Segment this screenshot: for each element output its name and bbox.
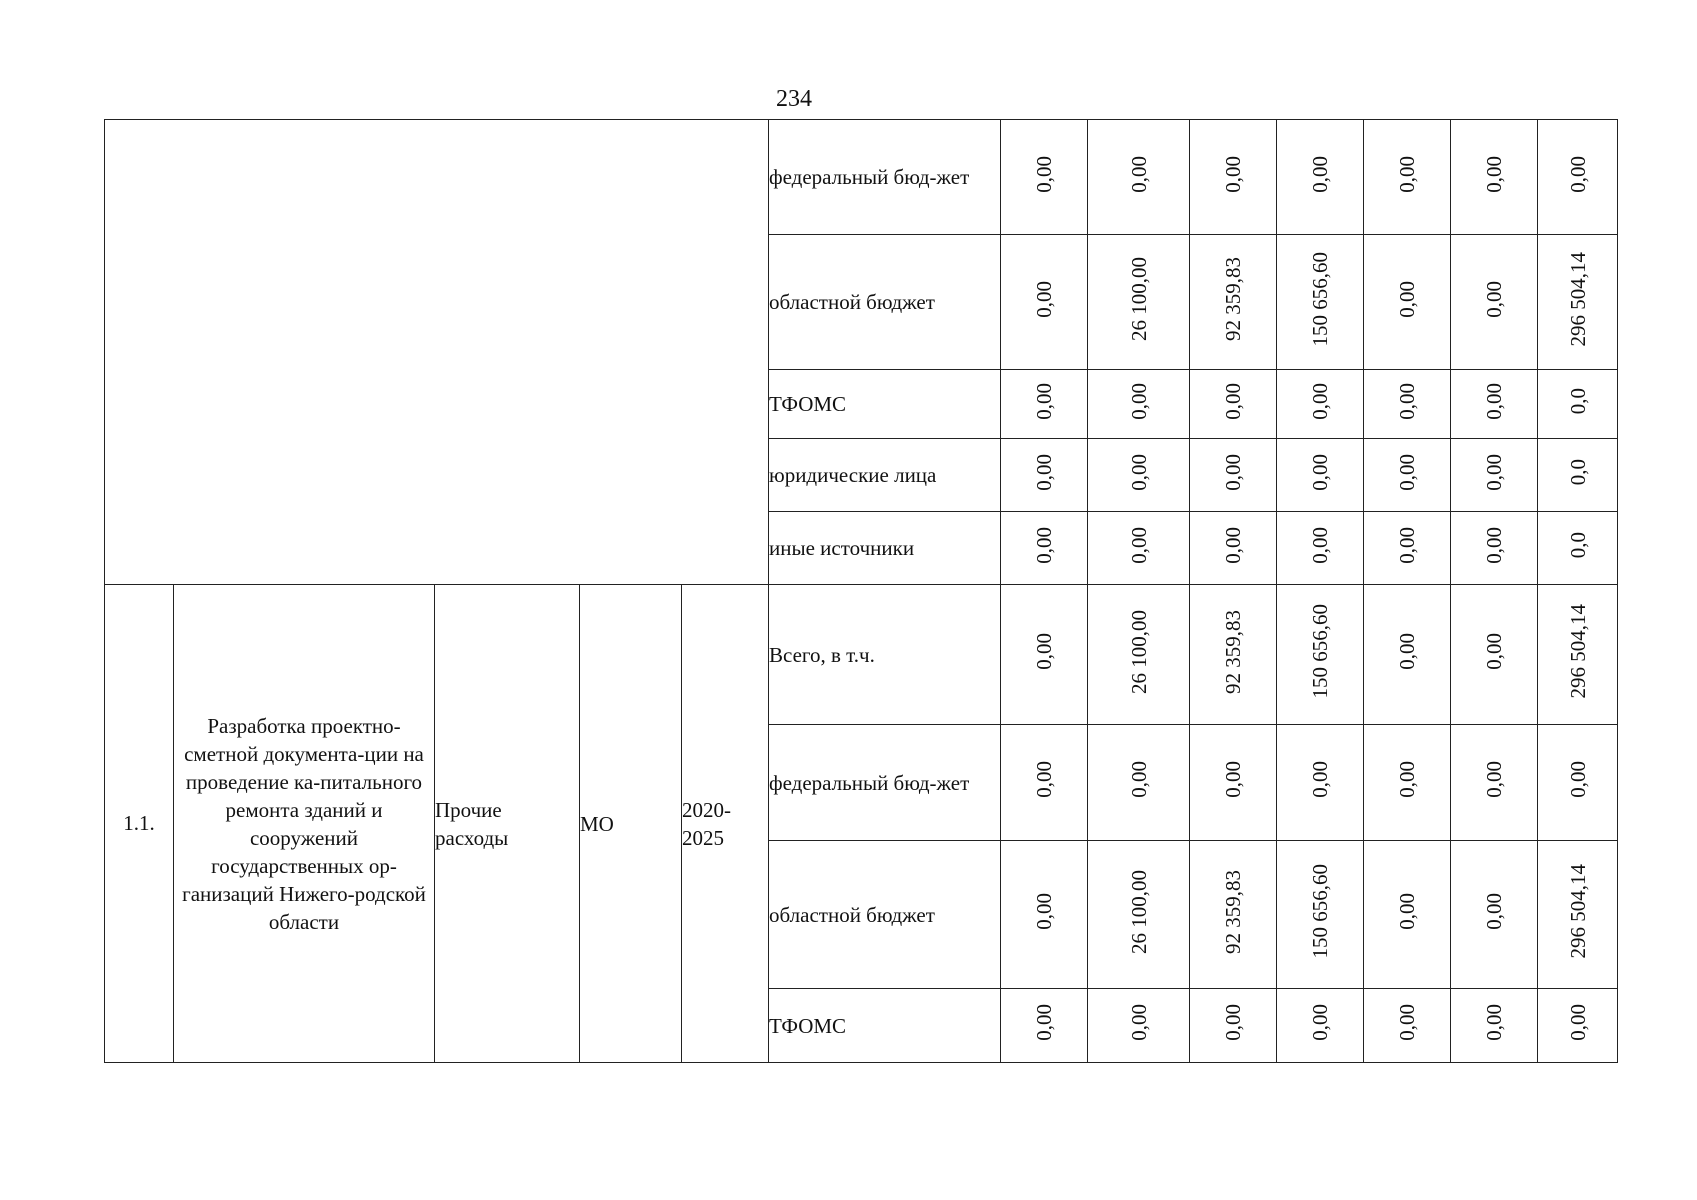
value-cell	[1364, 120, 1451, 235]
value-text: 26 100,00	[1126, 609, 1151, 694]
value-cell	[1088, 439, 1190, 512]
value-cell	[1277, 370, 1364, 439]
value-cell	[1088, 235, 1190, 370]
value-text: 0,00	[1126, 382, 1151, 420]
value-text: 0,00	[1482, 382, 1506, 420]
value-text: 0,00	[1395, 453, 1419, 491]
value-cell	[1538, 585, 1618, 725]
funding-source-cell: ТФОМС	[769, 989, 1001, 1063]
value-cell	[1364, 370, 1451, 439]
value-cell	[1364, 235, 1451, 370]
value-text: 0,00	[1482, 526, 1506, 564]
value-cell	[1451, 235, 1538, 370]
funding-source-cell: областной бюджет	[769, 841, 1001, 989]
value-cell	[1538, 512, 1618, 585]
value-cell	[1451, 370, 1538, 439]
value-text: 0,00	[1221, 1004, 1245, 1041]
value-text: 92 359,83	[1221, 257, 1245, 341]
value-cell	[1088, 512, 1190, 585]
value-text: 0,00	[1126, 761, 1151, 798]
value-text: 0,00	[1395, 761, 1419, 798]
value-cell	[1088, 120, 1190, 235]
value-cell	[1538, 120, 1618, 235]
table-row	[105, 585, 1618, 725]
value-text: 0,00	[1395, 280, 1419, 318]
value-text: 0,00	[1308, 453, 1332, 491]
value-text: 0,00	[1308, 382, 1332, 420]
value-cell	[1001, 989, 1088, 1063]
value-text: 0,00	[1395, 633, 1419, 670]
value-text: 0,00	[1032, 633, 1056, 670]
value-text: 0,00	[1308, 761, 1332, 798]
value-text: 0,00	[1395, 893, 1419, 930]
value-text: 0,00	[1221, 382, 1245, 420]
value-text: 150 656,60	[1308, 604, 1332, 699]
value-cell	[1451, 841, 1538, 989]
value-text: 296 504,14	[1565, 251, 1590, 347]
page-number	[0, 86, 1697, 113]
value-text: 0,00	[1126, 526, 1151, 564]
value-text: 0,00	[1032, 761, 1056, 798]
value-cell	[1001, 370, 1088, 439]
value-text: 0,0	[1565, 531, 1590, 559]
value-cell	[1364, 989, 1451, 1063]
value-text: 0,00	[1395, 155, 1419, 193]
value-text: 0,0	[1565, 458, 1590, 486]
value-text: 150 656,60	[1308, 864, 1332, 959]
value-text: 26 100,00	[1126, 869, 1151, 954]
value-text: 92 359,83	[1221, 609, 1245, 694]
value-text: 0,00	[1126, 1004, 1151, 1041]
value-cell	[1538, 989, 1618, 1063]
value-cell	[1538, 841, 1618, 989]
value-cell	[1088, 989, 1190, 1063]
value-text: 0,00	[1482, 155, 1506, 193]
funding-source-cell: федеральный бюд-жет	[769, 725, 1001, 841]
value-text: 296 504,14	[1565, 864, 1590, 959]
value-cell	[1538, 725, 1618, 841]
value-text: 150 656,60	[1308, 251, 1332, 347]
value-text: 0,00	[1032, 1004, 1056, 1041]
value-text: 0,00	[1221, 526, 1245, 564]
merged-empty-cell	[105, 120, 769, 585]
value-text: 0,00	[1482, 633, 1506, 670]
value-cell	[1277, 841, 1364, 989]
value-cell	[1451, 989, 1538, 1063]
value-cell	[1277, 439, 1364, 512]
value-text: 0,00	[1482, 280, 1506, 318]
value-cell	[1451, 585, 1538, 725]
value-cell	[1277, 989, 1364, 1063]
value-cell	[1190, 841, 1277, 989]
value-text: 0,00	[1308, 155, 1332, 193]
value-cell	[1088, 725, 1190, 841]
value-cell	[1451, 725, 1538, 841]
value-text: 0,00	[1565, 761, 1590, 798]
value-text: 0,00	[1126, 155, 1151, 193]
value-cell	[1190, 439, 1277, 512]
value-text: 0,00	[1032, 155, 1056, 193]
value-cell	[1277, 585, 1364, 725]
funding-source-cell: Всего, в т.ч.	[769, 585, 1001, 725]
value-text: 0,00	[1221, 761, 1245, 798]
funding-source-cell: федеральный бюд-жет	[769, 120, 1001, 235]
value-text: 0,00	[1032, 893, 1056, 930]
funding-source-cell: иные источники	[769, 512, 1001, 585]
value-text: 0,00	[1482, 761, 1506, 798]
value-cell	[1364, 439, 1451, 512]
executor-cell: МО	[580, 585, 682, 1063]
value-text: 0,00	[1032, 280, 1056, 318]
value-cell	[1364, 725, 1451, 841]
value-text: 0,00	[1395, 526, 1419, 564]
value-cell	[1001, 585, 1088, 725]
funding-source-cell: ТФОМС	[769, 370, 1001, 439]
value-cell	[1277, 512, 1364, 585]
value-cell	[1088, 370, 1190, 439]
value-text: 0,00	[1482, 453, 1506, 491]
value-text: 296 504,14	[1565, 604, 1590, 699]
value-text: 26 100,00	[1126, 257, 1151, 341]
value-text: 0,00	[1395, 382, 1419, 420]
value-cell	[1364, 512, 1451, 585]
table-row	[105, 120, 1618, 235]
value-text: 0,0	[1565, 387, 1590, 415]
value-cell	[1001, 120, 1088, 235]
value-cell	[1001, 841, 1088, 989]
value-text: 0,00	[1032, 382, 1056, 420]
value-text: 0,00	[1482, 893, 1506, 930]
value-cell	[1190, 120, 1277, 235]
value-cell	[1190, 585, 1277, 725]
value-cell	[1538, 370, 1618, 439]
value-cell	[1538, 439, 1618, 512]
value-cell	[1088, 585, 1190, 725]
value-cell	[1364, 585, 1451, 725]
value-cell	[1001, 725, 1088, 841]
value-cell	[1001, 235, 1088, 370]
value-text: 0,00	[1032, 453, 1056, 491]
funding-table	[104, 119, 1618, 1063]
years-cell: 2020-2025	[682, 585, 769, 1063]
value-text: 0,00	[1308, 526, 1332, 564]
value-text: 0,00	[1395, 1004, 1419, 1041]
value-cell	[1277, 235, 1364, 370]
value-cell	[1088, 841, 1190, 989]
value-text: 0,00	[1482, 1004, 1506, 1041]
value-cell	[1001, 512, 1088, 585]
value-text: 0,00	[1221, 453, 1245, 491]
value-cell	[1277, 725, 1364, 841]
funding-source-cell: юридические лица	[769, 439, 1001, 512]
value-cell	[1451, 512, 1538, 585]
value-text: 92 359,83	[1221, 869, 1245, 954]
value-cell	[1190, 235, 1277, 370]
value-cell	[1190, 989, 1277, 1063]
value-text: 0,00	[1565, 155, 1590, 193]
value-text: 0,00	[1032, 526, 1056, 564]
value-cell	[1538, 235, 1618, 370]
value-cell	[1190, 512, 1277, 585]
value-text: 0,00	[1221, 155, 1245, 193]
funding-source-cell: областной бюджет	[769, 235, 1001, 370]
value-cell	[1451, 439, 1538, 512]
value-cell	[1277, 120, 1364, 235]
value-cell	[1364, 841, 1451, 989]
item-name-cell: Разработка проектно-сметной документа-ции на проведение ка-питального ремонта зданий и сооружений государственных ор-ганизаций Нижего-родской области	[174, 585, 435, 1063]
value-cell	[1190, 725, 1277, 841]
value-text: 0,00	[1308, 1004, 1332, 1041]
page-number-text: 234	[776, 86, 812, 112]
value-text: 0,00	[1565, 1004, 1590, 1041]
value-cell	[1451, 120, 1538, 235]
value-cell	[1190, 370, 1277, 439]
item-number-cell: 1.1.	[105, 585, 174, 1063]
value-text: 0,00	[1126, 453, 1151, 491]
value-cell	[1001, 439, 1088, 512]
expense-type-cell: Прочие расходы	[435, 585, 580, 1063]
